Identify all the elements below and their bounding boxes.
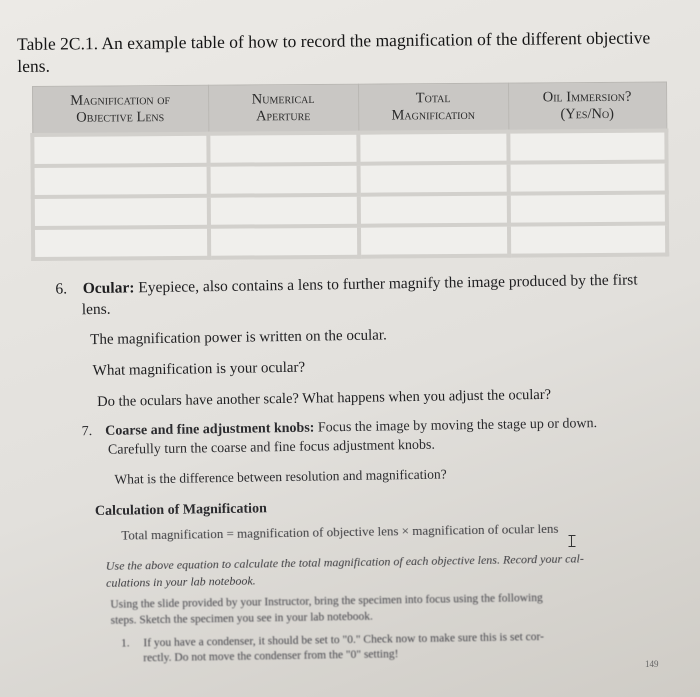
item-7 xyxy=(82,416,598,440)
item-7-term: Coarse and fine adjustment knobs: xyxy=(105,420,315,439)
calc-instruction-cont: culations in your lab notebook. xyxy=(105,573,256,590)
text-cursor-icon xyxy=(568,535,576,547)
item-6-text: Eyepiece, also contains a lens to further magnify the image produced by the first xyxy=(138,271,638,297)
steps-intro-cont: steps. Sketch the specimen you see in your lab notebook. xyxy=(110,610,373,627)
item-6-question: What magnification is your ocular? xyxy=(92,359,306,380)
item-6-question: The magnification power is written on the ocular. xyxy=(90,327,387,349)
step-1-number: 1. xyxy=(120,637,130,650)
caption-text: An example table of how to record the magnification of the different objective lens. xyxy=(17,27,651,76)
header-magnification-objective: Magnification of Objective Lens xyxy=(32,85,208,135)
calc-heading: Calculation of Magnification xyxy=(94,501,267,520)
header-total-magnification: Total Magnification xyxy=(358,83,508,133)
steps-intro: Using the slide provided by your Instructor, bring the specimen into focus using the following xyxy=(110,591,543,611)
item-7-text-cont: Carefully turn the coarse and fine focus adjustment knobs. xyxy=(107,437,436,458)
step-1 xyxy=(121,631,544,650)
step-1-text-cont: rectly. Do not move the condenser from the "0" setting! xyxy=(143,648,399,665)
item-7-number: 7. xyxy=(81,424,93,440)
item-6 xyxy=(55,271,637,298)
calc-formula: Total magnification = magnification of objective lens × magnification of ocular lens xyxy=(121,520,559,543)
item-7-text: Focus the image by moving the stage up or down. xyxy=(317,416,598,436)
item-6-text-cont: lens. xyxy=(81,300,111,319)
step-1-text: If you have a condenser, it should be set to "0." Check now to make sure this is set cor- xyxy=(143,630,545,650)
header-numerical-aperture: Numerical Aperture xyxy=(208,84,358,134)
page-number: 149 xyxy=(645,659,659,669)
item-6-term: Ocular: xyxy=(82,279,135,298)
item-6-question: Do the oculars have another scale? What happens when you adjust the ocular? xyxy=(97,386,552,410)
item-6-number: 6. xyxy=(55,280,68,298)
header-oil-immersion: Oil Immersion? (Yes/No) xyxy=(508,82,666,132)
caption-label: Table 2C.1. xyxy=(17,33,99,54)
item-7-question: What is the difference between resolution and magnification? xyxy=(114,466,447,487)
calc-instruction: Use the above equation to calculate the total magnification of each objective lens. Record your cal- xyxy=(105,551,584,573)
